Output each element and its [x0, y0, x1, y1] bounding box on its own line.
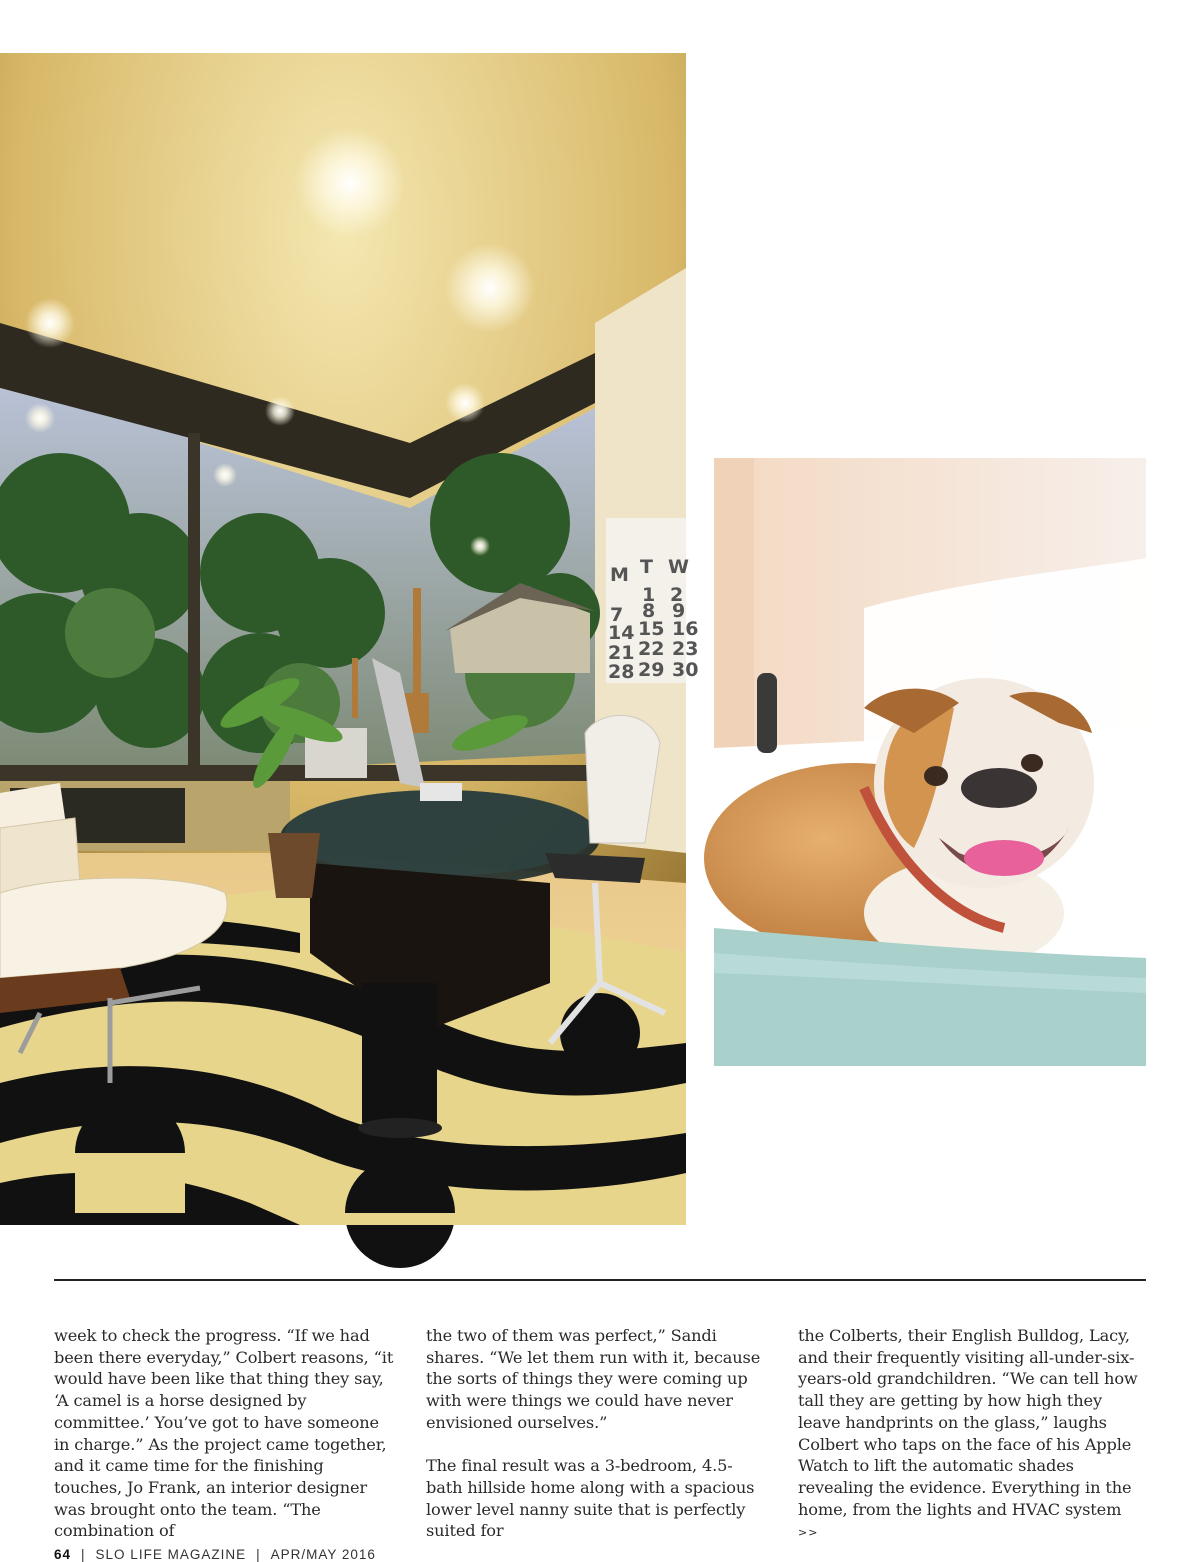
- page-footer: [54, 1547, 376, 1562]
- calendar-date: 9: [672, 600, 686, 622]
- calendar-date: 1: [642, 584, 656, 606]
- calendar-date: 30: [672, 659, 699, 681]
- calendar-date: 2: [670, 584, 684, 606]
- calendar-day-letter: M: [610, 564, 629, 586]
- calendar-date: 15: [638, 618, 665, 640]
- office-photo: [0, 53, 699, 1225]
- article-text: the Colberts, their English Bulldog, Lacy, and their frequently visiting all-under-six-years-old grandchildren. “We can tell how tall they are getting by how high they leave handprints on the glass,” laughs Colbert who taps on the face of his Apple Watch to lift the automatic shades revealing the evidence. Everything in the home, from the lights and HVAC system: [798, 1326, 1138, 1519]
- calendar-date: 29: [638, 659, 665, 681]
- calendar-date: 21: [608, 642, 635, 664]
- continued-marker: >>: [798, 1526, 819, 1540]
- footer-separator: |: [81, 1547, 86, 1562]
- calendar-date: 7: [610, 604, 624, 626]
- calendar-date: 22: [638, 638, 665, 660]
- page-number: 64: [54, 1547, 72, 1562]
- article-paragraph: week to check the progress. “If we had been there everyday,” Colbert reasons, “it would have been like that thing they say, ‘A camel is a horse designed by committee.’ You’ve got to have someone in charge.” As the project came together, and it came time for the finishing touches, Jo Frank, an interior designer was brought onto the team. “The combination of: [54, 1326, 394, 1541]
- calendar-date: 14: [608, 622, 635, 644]
- section-divider: [54, 1279, 1146, 1281]
- article-paragraph: the two of them was perfect,” Sandi shares. “We let them run with it, because the sorts of things they were coming up with were things we could have never envisioned ourselves.”: [426, 1326, 761, 1432]
- calendar-day-letter: T: [640, 556, 653, 578]
- dog-photo: [714, 458, 1146, 1066]
- article-column-1: [54, 1325, 394, 1542]
- calendar-date: 23: [672, 638, 699, 660]
- article-paragraph: [798, 1325, 1138, 1544]
- calendar-date: 16: [672, 618, 699, 640]
- calendar-date: 28: [608, 661, 635, 683]
- issue-date: APR/MAY 2016: [270, 1547, 376, 1562]
- article-column-3: [798, 1325, 1138, 1544]
- calendar-date: 8: [642, 600, 656, 622]
- calendar-day-letter: W: [668, 556, 689, 578]
- office-illustration: [0, 53, 699, 1225]
- publication-name: SLO LIFE MAGAZINE: [95, 1547, 247, 1562]
- footer-separator: |: [256, 1547, 261, 1562]
- article-paragraph: The final result was a 3-bedroom, 4.5-bath hillside home along with a spacious lower level nanny suite that is perfectly suited for: [426, 1456, 755, 1541]
- bulldog-illustration: [714, 458, 1146, 1066]
- article-column-2: [426, 1325, 766, 1542]
